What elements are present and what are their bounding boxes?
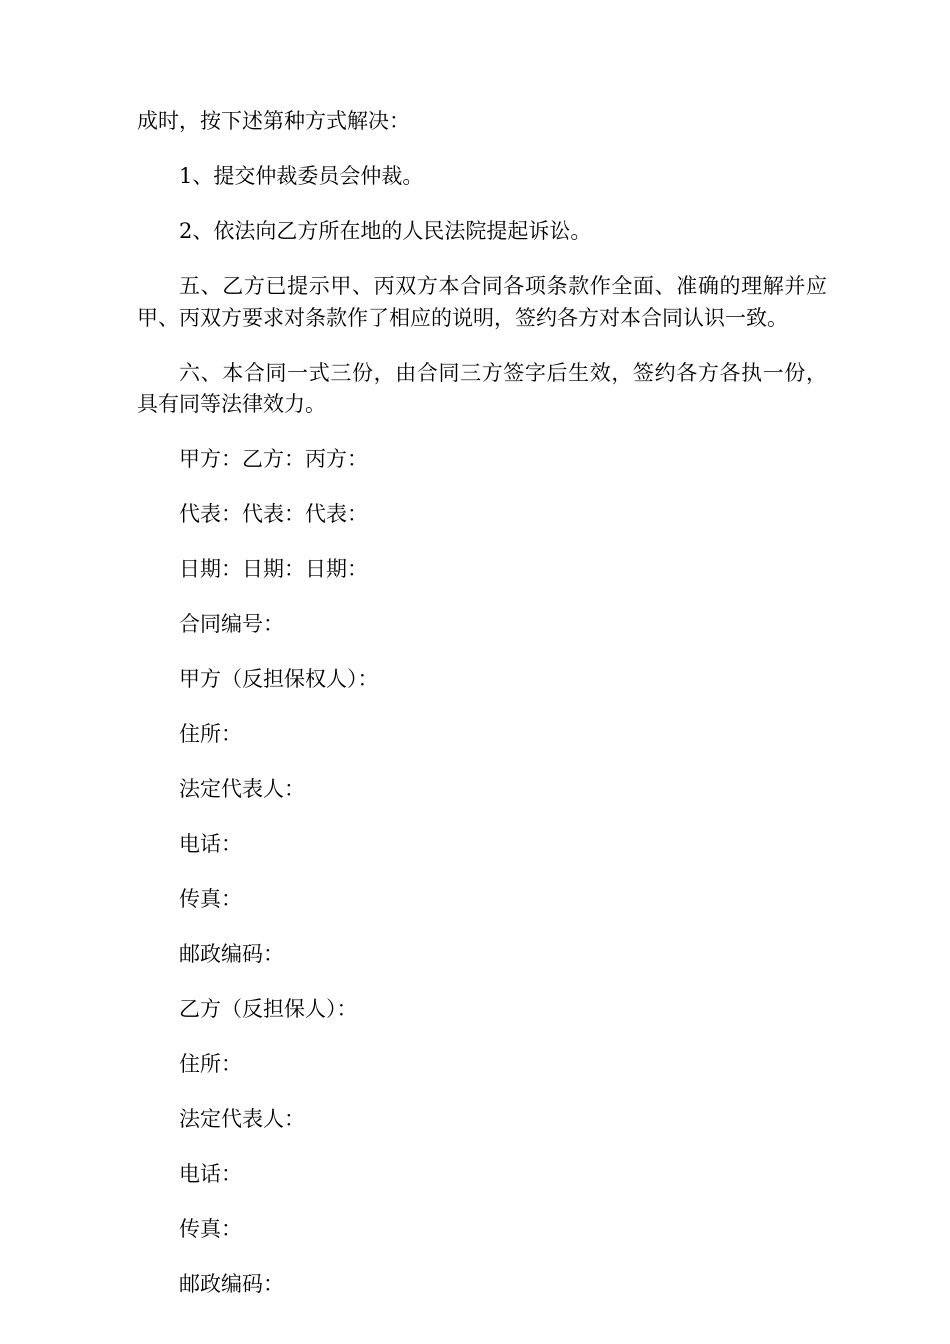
party-b-legal-representative-field: 法定代表人： (179, 1107, 305, 1131)
party-b-phone-field: 电话： (179, 1162, 242, 1186)
paragraph-litigation-option: 2、依法向乙方所在地的人民法院提起诉讼。 (179, 219, 592, 243)
document-body (137, 106, 827, 1324)
party-a-fax-field: 传真： (179, 887, 242, 911)
paragraph-clause-six: 六、本合同一式三份，由合同三方签字后生效，签约各方各执一份，具有同等法律效力。 (137, 360, 827, 416)
party-b-heading: 乙方（反担保人）： (179, 997, 358, 1021)
party-a-heading: 甲方（反担保权人）： (179, 667, 379, 691)
contract-number-field: 合同编号： (179, 612, 284, 636)
party-b-address-field: 住所： (179, 1052, 242, 1076)
party-a-postal-code-field: 邮政编码： (179, 942, 284, 966)
paragraph-dispute-resolution-intro: 成时，按下述第种方式解决： (137, 109, 410, 133)
party-a-address-field: 住所： (179, 722, 242, 746)
party-a-phone-field: 电话： (179, 832, 242, 856)
signature-parties-line: 甲方：乙方：丙方： (179, 447, 368, 471)
party-b-fax-field: 传真： (179, 1217, 242, 1241)
signature-dates-line: 日期：日期：日期： (179, 557, 368, 581)
paragraph-clause-five: 五、乙方已提示甲、丙双方本合同各项条款作全面、准确的理解并应甲、丙双方要求对条款作了相应的说明，签约各方对本合同认识一致。 (137, 274, 827, 330)
paragraph-arbitration-option: 1、提交仲裁委员会仲裁。 (179, 164, 424, 188)
party-b-postal-code-field: 邮政编码： (179, 1272, 284, 1296)
party-a-legal-representative-field: 法定代表人： (179, 777, 305, 801)
signature-representatives-line: 代表：代表：代表： (179, 502, 368, 526)
